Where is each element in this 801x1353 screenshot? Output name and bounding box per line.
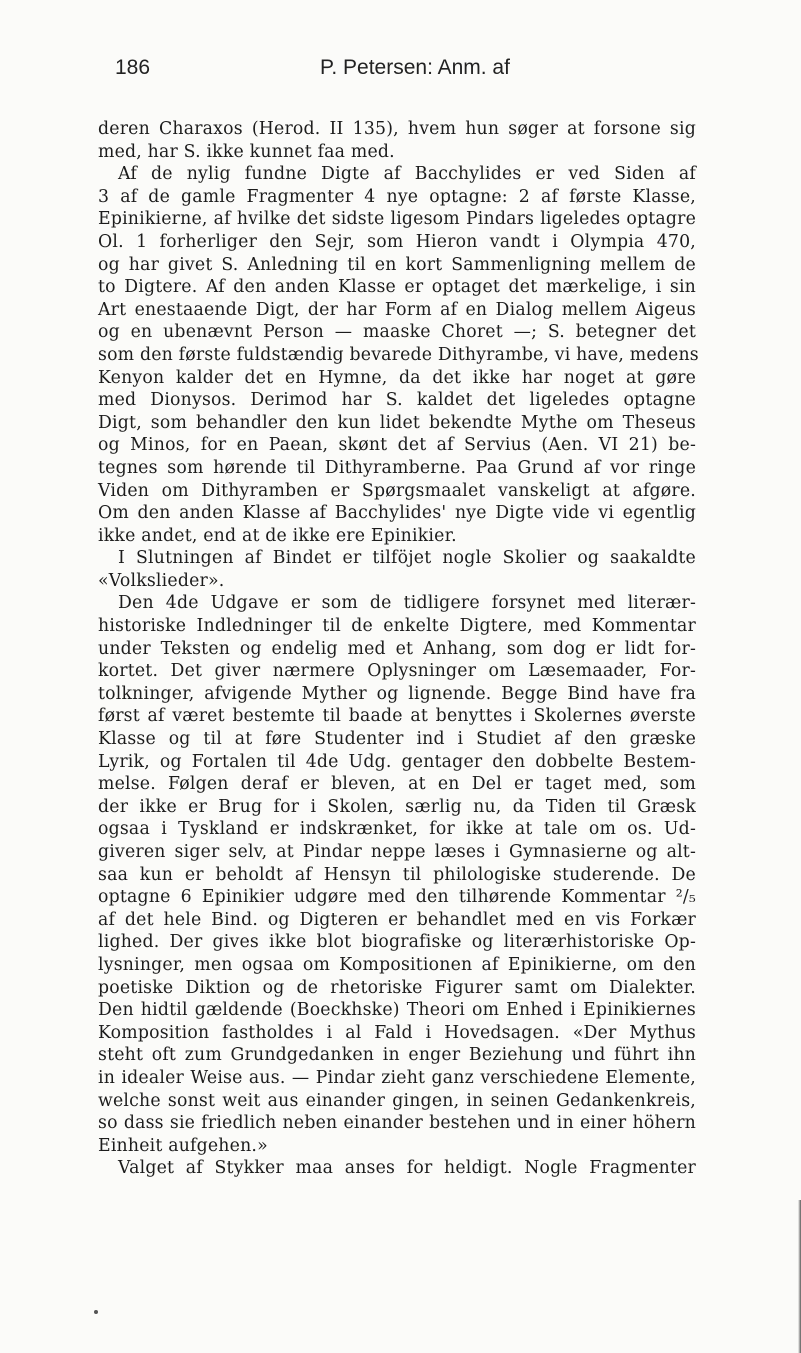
text-line: Digt, som behandler den kun lidet bekendte Mythe om Theseus	[98, 412, 696, 433]
text-line: welche sonst weit aus einander gingen, in seinen Gedankenkreis,	[98, 1090, 696, 1111]
text-line: der ikke er Brug for i Skolen, særlig nu, da Tiden til Græsk	[98, 796, 696, 817]
text-line: deren Charaxos (Herod. II 135), hvem hun søger at forsone sig	[98, 119, 696, 139]
text-line: under Teksten og endelig med et Anhang, som dog er lidt for-	[98, 638, 696, 659]
text-line: to Digtere. Af den anden Klasse er optaget det mærkelige, i sin	[98, 277, 696, 298]
text-line: Ol. 1 forherliger den Sejr, som Hieron vandt i Olympia 470,	[98, 231, 696, 252]
text-line: steht oft zum Grundgedanken in enger Beziehung und führt ihn	[98, 1045, 696, 1066]
text-line: Viden om Dithyramben er Spørgsmaalet vanskeligt at afgøre.	[98, 480, 696, 501]
text-line: kortet. Det giver nærmere Oplysninger om Læsemaader, For-	[98, 661, 696, 682]
text-line: med, har S. ikke kunnet faa med.	[98, 141, 395, 162]
text-line: saa kun er beholdt af Hensyn til philologiske studerende. De	[98, 864, 696, 885]
text-line: Komposition fastholdes i al Fald i Hovedsagen. «Der Mythus	[98, 1022, 696, 1043]
text-line: af det hele Bind. og Digteren er behandlet med en vis Forkær	[98, 909, 696, 930]
text-line: Den 4de Udgave er som de tidligere forsynet med literær-	[118, 593, 696, 614]
text-line: og Minos, for en Paean, skønt det af Servius (Aen. VI 21) be-	[98, 435, 696, 456]
running-title: P. Petersen: Anm. af	[320, 56, 510, 79]
text-line: Art enestaaende Digt, der har Form af en Dialog mellem Aigeus	[98, 299, 696, 320]
text-line: optagne 6 Epinikier udgøre med den tilhørende Kommentar ²/₅	[98, 887, 696, 908]
text-line: og en ubenævnt Person — maaske Choret —; S. betegner det	[98, 322, 696, 343]
text-line: poetiske Diktion og de rhetoriske Figurer samt om Dialekter.	[98, 977, 696, 998]
text-line: Om den anden Klasse af Bacchylides' nye Digte vide vi egentlig	[98, 503, 696, 524]
text-line: tolkninger, afvigende Myther og lignende. Begge Bind have fra	[98, 683, 696, 704]
text-line: som den første fuldstændig bevarede Dithyrambe, vi have, medens	[98, 344, 699, 365]
text-line: lysninger, men ogsaa om Kompositionen af Epinikierne, om den	[98, 954, 696, 975]
text-line: med Dionysos. Derimod har S. kaldet det ligeledes optagne	[98, 390, 696, 411]
page-number: 186	[115, 56, 151, 79]
text-line: Af de nylig fundne Digte af Bacchylides er ved Siden af	[118, 164, 696, 185]
text-line: in idealer Weise aus. — Pindar zieht ganz verschiedene Elemente,	[98, 1067, 696, 1088]
running-header	[115, 56, 715, 96]
text-line: Kenyon kalder det en Hymne, da det ikke har noget at gøre	[98, 367, 696, 388]
text-line: so dass sie friedlich neben einander bestehen und in einer höhern	[98, 1113, 696, 1134]
text-line: melse. Følgen deraf er bleven, at en Del er taget med, som	[98, 774, 696, 795]
text-line: ogsaa i Tyskland er indskrænket, for ikke at tale om os. Ud-	[98, 819, 696, 840]
text-line: Einheit aufgehen.»	[98, 1135, 268, 1156]
text-line: og har givet S. Anledning til en kort Sammenligning mellem de	[98, 254, 696, 275]
text-line: Den hidtil gældende (Boeckhske) Theori om Enhed i Epinikiernes	[98, 1000, 696, 1021]
text-line: Epinikierne, af hvilke det sidste ligesom Pindars ligeledes optagre	[98, 209, 696, 230]
text-line: Valget af Stykker maa anses for heldigt. Nogle Fragmenter	[118, 1158, 696, 1179]
print-speck	[94, 1310, 98, 1314]
text-line: Lyrik, og Fortalen til 4de Udg. gentager den dobbelte Bestem-	[98, 751, 696, 772]
text-line: «Volkslieder».	[98, 570, 225, 591]
text-line: 3 af de gamle Fragmenter 4 nye optagne: 2 af første Klasse,	[98, 186, 696, 207]
text-line: først af været bestemte til baade at benyttes i Skolernes øverste	[98, 706, 696, 727]
text-line: historiske Indledninger til de enkelte Digtere, med Kommentar	[98, 616, 696, 637]
text-line: ikke andet, end at de ikke ere Epinikier.	[98, 525, 457, 546]
text-line: lighed. Der gives ikke blot biografiske og literærhistoriske Op-	[98, 932, 696, 953]
text-line: tegnes som hørende til Dithyramberne. Paa Grund af vor ringe	[98, 457, 696, 478]
text-line: Klasse og til at føre Studenter ind i Studiet af den græske	[98, 729, 696, 750]
text-line: giveren siger selv, at Pindar neppe læses i Gymnasierne og alt-	[98, 842, 696, 862]
body-text	[98, 118, 699, 1180]
text-line: I Slutningen af Bindet er tilföjet nogle Skolier og saakaldte	[118, 548, 696, 569]
